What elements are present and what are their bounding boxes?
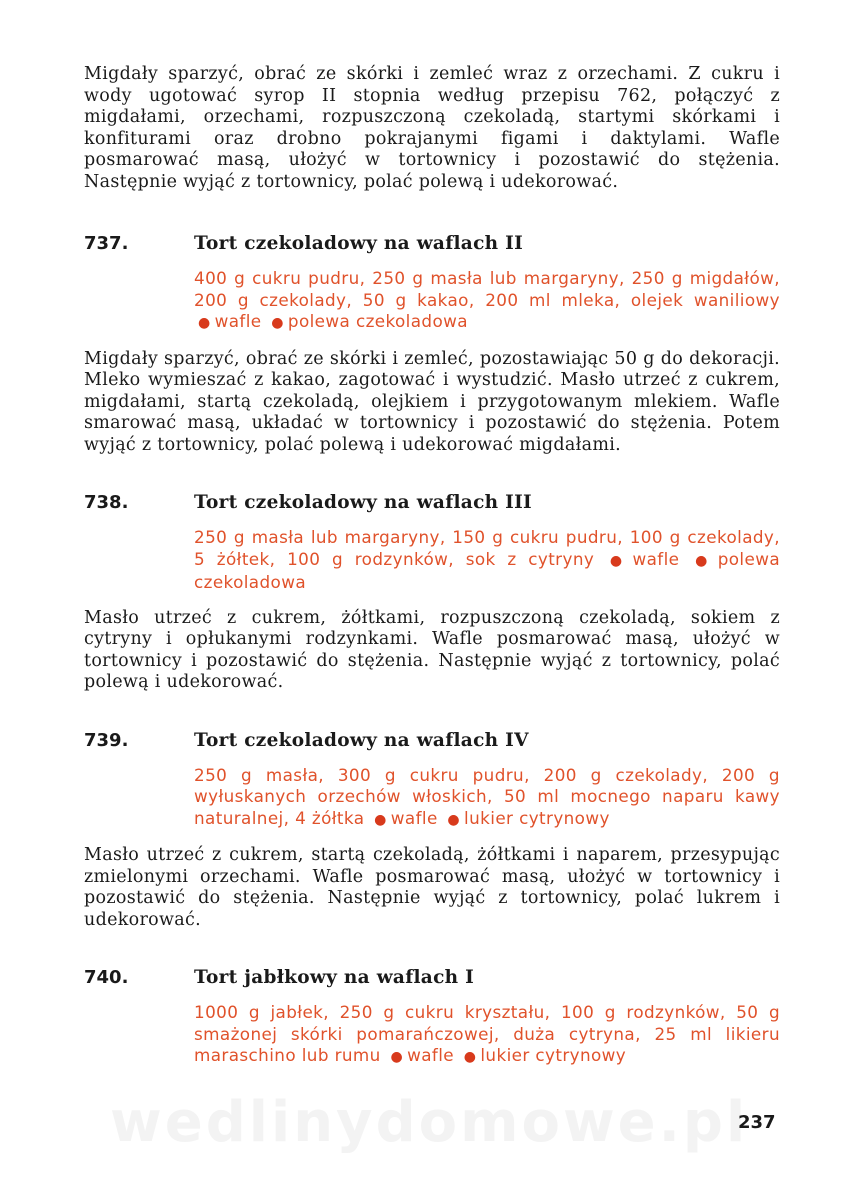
ingredients-text: 400 g cukru pudru, 250 g masła lub margaryny, 250 g migdałów, 200 g czekolady, 50 g kakao, 200 ml mleka, olejek waniliowy [194,268,780,310]
ingredients-list [194,527,780,594]
extra-item: wafle [214,311,262,331]
recipe-method: Masło utrzeć z cukrem, żółtkami, rozpuszczoną czekoladą, sokiem z cytryny i opłukanymi rodzynkami. Wafle posmarować masą, ułożyć w tortownicy i pozostawić do stężenia. Następnie wyjąć z tortownicy, polać polewą i udekorować. [84,607,780,692]
bullet-icon: ● [198,315,211,331]
extra-item: wafle [390,807,438,828]
extra-item: polewa czekoladowa [194,548,781,592]
bullet-icon: ● [271,315,284,331]
ingredients-list [194,268,780,335]
ingredients-list [194,1002,780,1069]
recipe-heading [84,730,780,751]
recipe-title: Tort czekoladowy na waflach III [194,492,532,513]
ingredients-text: 1000 g jabłek, 250 g cukru kryształu, 100 g rodzynków, 50 g smażonej skórki pomarańczowej, duża cytryna, 25 ml likieru maraschino lub rumu [194,1002,780,1065]
intro-paragraph: Migdały sparzyć, obrać ze skórki i zemleć wraz z orzechami. Z cukru i wody ugotować syrop II stopnia według przepisu 762, połączyć z migdałami, orzechami, rozpuszczoną czekoladą, startymi skórkami i konfiturami oraz drobno pokrajanymi figami i daktylami. Wafle posmarować masą, ułożyć w tortownicy i pozostawić do stężenia. Następnie wyjąć z tortownicy, polać polewą i udekorować. [84,64,780,192]
extra-item: wafle [632,548,680,569]
recipe-heading [84,233,780,254]
recipe-number: 739. [84,729,129,751]
ingredients-text: 250 g masła lub margaryny, 150 g cukru pudru, 100 g czekolady, 5 żółtek, 100 g rodzynków, sok z cytryny [194,527,780,569]
recipe-number: 738. [84,492,129,513]
extra-item: wafle [407,1045,454,1065]
ingredients-list [194,765,780,832]
recipe-method: Masło utrzeć z cukrem, startą czekoladą, żółtkami i naparem, przesypując zmielonymi orzechami. Wafle posmarować masą, ułożyć w tortownicy i pozostawić do stężenia. Następnie wyjąć z tortownicy, polać lukrem i udekorować. [84,845,780,930]
bullet-icon: ● [447,811,461,828]
bullet-icon: ● [390,1049,404,1065]
extra-item: lukier cytrynowy [464,807,610,828]
page-number: 237 [738,1112,776,1133]
recipe-title: Tort czekoladowy na waflach IV [194,729,529,751]
recipe-738 [84,492,780,694]
recipe-737 [84,233,780,456]
recipe-title: Tort jabłkowy na waflach I [194,967,475,988]
extra-item: polewa czekoladowa [287,311,468,331]
bullet-icon: ● [609,552,629,569]
bullet-icon: ● [463,1049,477,1065]
watermark: wedlinydomowe.pl [110,1090,749,1155]
ingredients-text: 250 g masła, 300 g cukru pudru, 200 g czekolady, 200 g wyłuskanych orzechów włoskich, 50 ml mocnego naparu kawy naturalnej, 4 żółtka [194,764,780,828]
recipe-number: 740. [84,967,129,988]
extra-item: lukier cytrynowy [480,1045,627,1065]
bullet-icon: ● [695,552,714,569]
recipe-heading [84,967,780,988]
recipe-title: Tort czekoladowy na waflach II [194,233,524,254]
bullet-icon: ● [374,811,387,828]
recipe-739 [84,730,780,932]
recipe-740 [84,967,780,1069]
recipe-number: 737. [84,233,129,254]
recipe-method: Migdały sparzyć, obrać ze skórki i zemleć, pozostawiając 50 g do dekoracji. Mleko wymieszać z kakao, zagotować i wystudzić. Masło utrzeć z cukrem, migdałami, startą czekoladą, olejkiem i przygotowanym mlekiem. Wafle smarować masą, układać w tortownicy i pozostawić do stężenia. Potem wyjąć z tortownicy, polać polewą i udekorować migdałami. [84,348,780,455]
page-content [84,64,780,1069]
recipe-heading [84,492,780,513]
